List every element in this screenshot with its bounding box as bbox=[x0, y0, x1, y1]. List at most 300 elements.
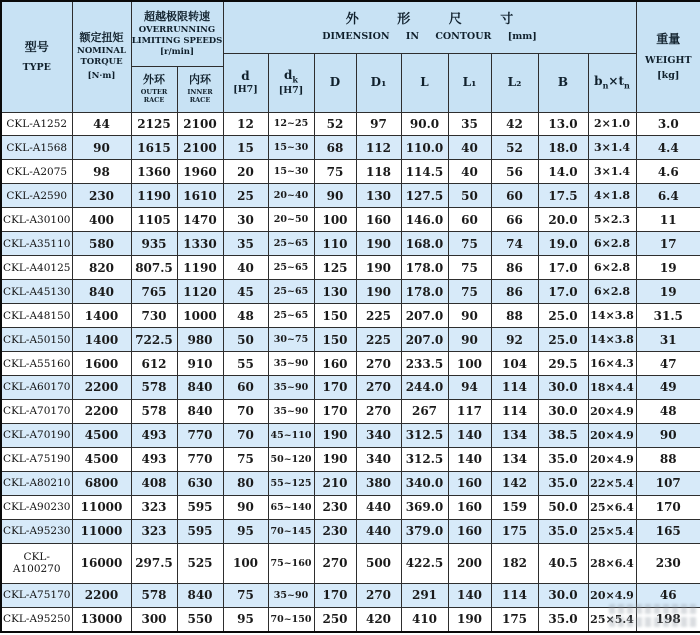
value-cell: 190 bbox=[314, 447, 356, 471]
value-cell: 170 bbox=[314, 583, 356, 607]
value-cell: 17.0 bbox=[538, 280, 588, 304]
value-cell: 86 bbox=[491, 256, 538, 280]
value-cell: 150 bbox=[314, 328, 356, 352]
weight-unit: [kg] bbox=[657, 69, 680, 81]
value-cell: 1400 bbox=[72, 328, 131, 352]
value-cell: 90 bbox=[314, 184, 356, 208]
value-cell: 35.0 bbox=[538, 607, 588, 632]
value-cell: 60 bbox=[223, 375, 268, 399]
value-cell: 420 bbox=[356, 607, 401, 632]
col-header-inner-race bbox=[177, 66, 223, 112]
value-cell: 25~65 bbox=[268, 304, 314, 328]
value-cell: 35.0 bbox=[538, 471, 588, 495]
value-cell: 190 bbox=[356, 232, 401, 256]
value-cell: 22×5.4 bbox=[588, 471, 636, 495]
value-cell: 25 bbox=[223, 184, 268, 208]
value-cell: 14×3.8 bbox=[588, 328, 636, 352]
col-header-weight bbox=[636, 1, 700, 112]
value-cell: 20.0 bbox=[538, 208, 588, 232]
value-cell: 48 bbox=[223, 304, 268, 328]
value-cell: 70 bbox=[223, 423, 268, 447]
value-cell: 70~150 bbox=[268, 607, 314, 632]
value-cell: 134 bbox=[491, 423, 538, 447]
value-cell: 35~90 bbox=[268, 399, 314, 423]
value-cell: 25.0 bbox=[538, 328, 588, 352]
value-cell: 44 bbox=[72, 112, 131, 136]
value-cell: 190 bbox=[314, 423, 356, 447]
value-cell: 95 bbox=[223, 519, 268, 543]
value-cell: 75 bbox=[314, 160, 356, 184]
col-header-dimension bbox=[223, 1, 636, 53]
value-cell: 270 bbox=[356, 375, 401, 399]
torque-label-en2: TORQUE bbox=[80, 57, 123, 68]
dk-subscript: k bbox=[292, 74, 298, 85]
value-cell: 160 bbox=[448, 519, 491, 543]
value-cell: 1400 bbox=[72, 304, 131, 328]
value-cell: 160 bbox=[448, 495, 491, 519]
value-cell: 28×6.4 bbox=[588, 543, 636, 583]
value-cell: 48 bbox=[636, 399, 700, 423]
value-cell: 17 bbox=[636, 232, 700, 256]
value-cell: 15~30 bbox=[268, 136, 314, 160]
type-cell: CKL-A60170 bbox=[1, 375, 72, 399]
value-cell: 182 bbox=[491, 543, 538, 583]
value-cell: 94 bbox=[448, 375, 491, 399]
speeds-unit: [r/min] bbox=[159, 46, 195, 57]
table-row bbox=[1, 112, 700, 136]
value-cell: 168.0 bbox=[401, 232, 448, 256]
type-cell: CKL-A100270 bbox=[1, 543, 72, 583]
value-cell: 130 bbox=[356, 184, 401, 208]
value-cell: 35.0 bbox=[538, 519, 588, 543]
value-cell: 100 bbox=[314, 208, 356, 232]
table-row bbox=[1, 304, 700, 328]
value-cell: 840 bbox=[177, 583, 223, 607]
speeds-label-cn: 超越极限转速 bbox=[144, 9, 210, 23]
value-cell: 150 bbox=[314, 304, 356, 328]
value-cell: 2200 bbox=[72, 583, 131, 607]
value-cell: 40 bbox=[223, 256, 268, 280]
type-cell: CKL-A35110 bbox=[1, 232, 72, 256]
tn-subscript: n bbox=[624, 80, 630, 91]
value-cell: 722.5 bbox=[131, 328, 177, 352]
value-cell: 840 bbox=[177, 399, 223, 423]
value-cell: 90 bbox=[636, 423, 700, 447]
value-cell: 31 bbox=[636, 328, 700, 352]
value-cell: 66 bbox=[491, 208, 538, 232]
type-cell: CKL-A75190 bbox=[1, 447, 72, 471]
value-cell: 580 bbox=[72, 232, 131, 256]
col-header-d bbox=[223, 53, 268, 112]
value-cell: 20 bbox=[223, 160, 268, 184]
value-cell: 30.0 bbox=[538, 399, 588, 423]
value-cell: 440 bbox=[356, 519, 401, 543]
value-cell: 297.5 bbox=[131, 543, 177, 583]
value-cell: 52 bbox=[491, 136, 538, 160]
col-header-L2: L₂ bbox=[491, 53, 538, 112]
value-cell: 97 bbox=[356, 112, 401, 136]
value-cell: 323 bbox=[131, 495, 177, 519]
value-cell: 140 bbox=[448, 423, 491, 447]
type-label-en: TYPE bbox=[22, 62, 51, 74]
table-row bbox=[1, 519, 700, 543]
col-header-dk bbox=[268, 53, 314, 112]
value-cell: 50.0 bbox=[538, 495, 588, 519]
table-row bbox=[1, 583, 700, 607]
value-cell: 114 bbox=[491, 583, 538, 607]
value-cell: 75 bbox=[223, 447, 268, 471]
table-row bbox=[1, 471, 700, 495]
value-cell: 60 bbox=[448, 208, 491, 232]
value-cell: 312.5 bbox=[401, 447, 448, 471]
type-cell: CKL-A90230 bbox=[1, 495, 72, 519]
value-cell: 612 bbox=[131, 352, 177, 376]
value-cell: 127.5 bbox=[401, 184, 448, 208]
value-cell: 70~145 bbox=[268, 519, 314, 543]
value-cell: 38.5 bbox=[538, 423, 588, 447]
table-row bbox=[1, 399, 700, 423]
table-row bbox=[1, 232, 700, 256]
value-cell: 807.5 bbox=[131, 256, 177, 280]
value-cell: 244.0 bbox=[401, 375, 448, 399]
value-cell: 30 bbox=[223, 208, 268, 232]
value-cell: 210 bbox=[314, 471, 356, 495]
value-cell: 980 bbox=[177, 328, 223, 352]
value-cell: 19 bbox=[636, 256, 700, 280]
value-cell: 440 bbox=[356, 495, 401, 519]
value-cell: 14.0 bbox=[538, 160, 588, 184]
value-cell: 270 bbox=[314, 543, 356, 583]
value-cell: 312.5 bbox=[401, 423, 448, 447]
value-cell: 6.4 bbox=[636, 184, 700, 208]
value-cell: 1190 bbox=[131, 184, 177, 208]
value-cell: 340 bbox=[356, 447, 401, 471]
value-cell: 18.0 bbox=[538, 136, 588, 160]
type-cell: CKL-A95230 bbox=[1, 519, 72, 543]
value-cell: 35~90 bbox=[268, 583, 314, 607]
outer-race-en: OUTER RACE bbox=[140, 87, 168, 105]
value-cell: 1000 bbox=[177, 304, 223, 328]
table-row bbox=[1, 160, 700, 184]
value-cell: 90 bbox=[223, 495, 268, 519]
value-cell: 6×2.8 bbox=[588, 256, 636, 280]
torque-unit: [N·m] bbox=[87, 71, 116, 82]
value-cell: 125 bbox=[314, 256, 356, 280]
value-cell: 595 bbox=[177, 495, 223, 519]
value-cell: 17.5 bbox=[538, 184, 588, 208]
type-cell: CKL-A70170 bbox=[1, 399, 72, 423]
table-row bbox=[1, 495, 700, 519]
tn-symbol: t bbox=[618, 74, 624, 88]
value-cell: 11000 bbox=[72, 495, 131, 519]
value-cell: 20×4.9 bbox=[588, 399, 636, 423]
value-cell: 408 bbox=[131, 471, 177, 495]
value-cell: 20×4.9 bbox=[588, 423, 636, 447]
dimension-unit: [mm] bbox=[507, 30, 537, 42]
value-cell: 40.5 bbox=[538, 543, 588, 583]
value-cell: 16×4.3 bbox=[588, 352, 636, 376]
type-cell: CKL-A45130 bbox=[1, 280, 72, 304]
value-cell: 92 bbox=[491, 328, 538, 352]
value-cell: 770 bbox=[177, 447, 223, 471]
value-cell: 45 bbox=[223, 280, 268, 304]
value-cell: 110 bbox=[314, 232, 356, 256]
value-cell: 935 bbox=[131, 232, 177, 256]
value-cell: 493 bbox=[131, 447, 177, 471]
d-symbol: d bbox=[241, 69, 250, 84]
value-cell: 68 bbox=[314, 136, 356, 160]
value-cell: 56 bbox=[491, 160, 538, 184]
value-cell: 35 bbox=[223, 232, 268, 256]
value-cell: 230 bbox=[72, 184, 131, 208]
table-row bbox=[1, 375, 700, 399]
value-cell: 230 bbox=[314, 495, 356, 519]
value-cell: 114.5 bbox=[401, 160, 448, 184]
value-cell: 90 bbox=[72, 136, 131, 160]
value-cell: 200 bbox=[448, 543, 491, 583]
col-header-type bbox=[1, 1, 72, 112]
value-cell: 595 bbox=[177, 519, 223, 543]
value-cell: 11 bbox=[636, 208, 700, 232]
value-cell: 30~75 bbox=[268, 328, 314, 352]
value-cell: 4500 bbox=[72, 447, 131, 471]
col-header-overrunning-speeds bbox=[131, 1, 223, 66]
col-header-torque bbox=[72, 1, 131, 112]
value-cell: 20~40 bbox=[268, 184, 314, 208]
value-cell: 74 bbox=[491, 232, 538, 256]
value-cell: 35~90 bbox=[268, 375, 314, 399]
value-cell: 19.0 bbox=[538, 232, 588, 256]
value-cell: 175 bbox=[491, 519, 538, 543]
value-cell: 50~120 bbox=[268, 447, 314, 471]
value-cell: 770 bbox=[177, 423, 223, 447]
col-header-D1: D₁ bbox=[356, 53, 401, 112]
table-row bbox=[1, 256, 700, 280]
value-cell: 175 bbox=[491, 607, 538, 632]
value-cell: 114 bbox=[491, 399, 538, 423]
value-cell: 178.0 bbox=[401, 256, 448, 280]
value-cell: 765 bbox=[131, 280, 177, 304]
value-cell: 15 bbox=[223, 136, 268, 160]
value-cell: 159 bbox=[491, 495, 538, 519]
value-cell: 90 bbox=[448, 304, 491, 328]
value-cell: 2200 bbox=[72, 375, 131, 399]
value-cell: 11000 bbox=[72, 519, 131, 543]
value-cell: 1600 bbox=[72, 352, 131, 376]
value-cell: 6800 bbox=[72, 471, 131, 495]
value-cell: 134 bbox=[491, 447, 538, 471]
dimension-en-text: DIMENSION IN CONTOUR bbox=[322, 30, 492, 42]
value-cell: 140 bbox=[448, 447, 491, 471]
dk-unit: [H7] bbox=[278, 84, 304, 96]
value-cell: 267 bbox=[401, 399, 448, 423]
value-cell: 25×6.4 bbox=[588, 495, 636, 519]
value-cell: 17.0 bbox=[538, 256, 588, 280]
value-cell: 25×5.4 bbox=[588, 607, 636, 632]
table-row bbox=[1, 607, 700, 632]
value-cell: 49 bbox=[636, 375, 700, 399]
type-cell: CKL-A2590 bbox=[1, 184, 72, 208]
value-cell: 25.0 bbox=[538, 304, 588, 328]
bn-subscript: n bbox=[602, 80, 609, 91]
col-header-outer-race bbox=[131, 66, 177, 112]
value-cell: 550 bbox=[177, 607, 223, 632]
value-cell: 323 bbox=[131, 519, 177, 543]
value-cell: 19 bbox=[636, 280, 700, 304]
value-cell: 230 bbox=[314, 519, 356, 543]
value-cell: 1960 bbox=[177, 160, 223, 184]
value-cell: 14×3.8 bbox=[588, 304, 636, 328]
value-cell: 1615 bbox=[131, 136, 177, 160]
value-cell: 910 bbox=[177, 352, 223, 376]
value-cell: 70 bbox=[223, 399, 268, 423]
table-row bbox=[1, 447, 700, 471]
value-cell: 6×2.8 bbox=[588, 232, 636, 256]
value-cell: 75 bbox=[448, 256, 491, 280]
value-cell: 16000 bbox=[72, 543, 131, 583]
value-cell: 25~65 bbox=[268, 280, 314, 304]
value-cell: 13000 bbox=[72, 607, 131, 632]
type-cell: CKL-A70190 bbox=[1, 423, 72, 447]
type-cell: CKL-A30100 bbox=[1, 208, 72, 232]
type-label-cn: 型号 bbox=[24, 39, 49, 54]
value-cell: 140 bbox=[448, 583, 491, 607]
value-cell: 75 bbox=[223, 583, 268, 607]
value-cell: 104 bbox=[491, 352, 538, 376]
d-unit: [H7] bbox=[233, 83, 258, 95]
value-cell: 1470 bbox=[177, 208, 223, 232]
value-cell: 25×5.4 bbox=[588, 519, 636, 543]
value-cell: 29.5 bbox=[538, 352, 588, 376]
type-cell: CKL-A80210 bbox=[1, 471, 72, 495]
value-cell: 142 bbox=[491, 471, 538, 495]
value-cell: 630 bbox=[177, 471, 223, 495]
value-cell: 225 bbox=[356, 328, 401, 352]
value-cell: 4×1.8 bbox=[588, 184, 636, 208]
value-cell: 2×1.0 bbox=[588, 112, 636, 136]
type-cell: CKL-A55160 bbox=[1, 352, 72, 376]
dimension-label-en bbox=[224, 31, 636, 43]
table-row bbox=[1, 280, 700, 304]
value-cell: 86 bbox=[491, 280, 538, 304]
value-cell: 45~110 bbox=[268, 423, 314, 447]
value-cell: 130 bbox=[314, 280, 356, 304]
value-cell: 52 bbox=[314, 112, 356, 136]
value-cell: 170 bbox=[314, 399, 356, 423]
outer-race-cn: 外环 bbox=[143, 73, 165, 87]
type-cell: CKL-A48150 bbox=[1, 304, 72, 328]
value-cell: 190 bbox=[448, 607, 491, 632]
times-sign: × bbox=[608, 74, 619, 88]
type-cell: CKL-A95250 bbox=[1, 607, 72, 632]
value-cell: 55 bbox=[223, 352, 268, 376]
bn-symbol: b bbox=[594, 74, 603, 88]
value-cell: 1610 bbox=[177, 184, 223, 208]
value-cell: 198 bbox=[636, 607, 700, 632]
value-cell: 225 bbox=[356, 304, 401, 328]
speeds-label-en2: LIMITING SPEEDS bbox=[131, 35, 223, 46]
dimension-label-cn: 外 形 尺 寸 bbox=[345, 12, 531, 28]
value-cell: 3×1.4 bbox=[588, 136, 636, 160]
value-cell: 525 bbox=[177, 543, 223, 583]
value-cell: 2200 bbox=[72, 399, 131, 423]
value-cell: 820 bbox=[72, 256, 131, 280]
value-cell: 340.0 bbox=[401, 471, 448, 495]
value-cell: 2125 bbox=[131, 112, 177, 136]
value-cell: 291 bbox=[401, 583, 448, 607]
value-cell: 270 bbox=[356, 583, 401, 607]
value-cell: 80 bbox=[223, 471, 268, 495]
value-cell: 207.0 bbox=[401, 328, 448, 352]
value-cell: 410 bbox=[401, 607, 448, 632]
value-cell: 35~90 bbox=[268, 352, 314, 376]
value-cell: 30.0 bbox=[538, 583, 588, 607]
value-cell: 40 bbox=[448, 160, 491, 184]
weight-label-en: WEIGHT bbox=[645, 54, 692, 66]
value-cell: 40 bbox=[448, 136, 491, 160]
type-cell: CKL-A75170 bbox=[1, 583, 72, 607]
value-cell: 1105 bbox=[131, 208, 177, 232]
value-cell: 110.0 bbox=[401, 136, 448, 160]
value-cell: 100 bbox=[223, 543, 268, 583]
type-cell: CKL-A40125 bbox=[1, 256, 72, 280]
value-cell: 100 bbox=[448, 352, 491, 376]
value-cell: 98 bbox=[72, 160, 131, 184]
value-cell: 270 bbox=[356, 399, 401, 423]
col-header-D: D bbox=[314, 53, 356, 112]
value-cell: 31.5 bbox=[636, 304, 700, 328]
type-cell: CKL-A50150 bbox=[1, 328, 72, 352]
value-cell: 112 bbox=[356, 136, 401, 160]
value-cell: 35 bbox=[448, 112, 491, 136]
dk-symbol: d bbox=[284, 67, 293, 82]
value-cell: 4.6 bbox=[636, 160, 700, 184]
value-cell: 207.0 bbox=[401, 304, 448, 328]
value-cell: 90.0 bbox=[401, 112, 448, 136]
table-row bbox=[1, 543, 700, 583]
type-cell: CKL-A2075 bbox=[1, 160, 72, 184]
value-cell: 107 bbox=[636, 471, 700, 495]
col-header-L1: L₁ bbox=[448, 53, 491, 112]
value-cell: 1190 bbox=[177, 256, 223, 280]
table-row bbox=[1, 328, 700, 352]
value-cell: 6×2.8 bbox=[588, 280, 636, 304]
value-cell: 379.0 bbox=[401, 519, 448, 543]
value-cell: 117 bbox=[448, 399, 491, 423]
value-cell: 300 bbox=[131, 607, 177, 632]
value-cell: 578 bbox=[131, 583, 177, 607]
value-cell: 422.5 bbox=[401, 543, 448, 583]
inner-race-en: INNER RACE bbox=[187, 87, 213, 105]
value-cell: 25~65 bbox=[268, 232, 314, 256]
value-cell: 25~65 bbox=[268, 256, 314, 280]
value-cell: 340 bbox=[356, 423, 401, 447]
value-cell: 3.0 bbox=[636, 112, 700, 136]
value-cell: 47 bbox=[636, 352, 700, 376]
col-header-bntn bbox=[588, 53, 636, 112]
value-cell: 840 bbox=[72, 280, 131, 304]
value-cell: 18×4.4 bbox=[588, 375, 636, 399]
table-body bbox=[1, 112, 700, 632]
value-cell: 60 bbox=[491, 184, 538, 208]
speeds-label-en1: OVERRUNNING bbox=[138, 24, 216, 35]
value-cell: 160 bbox=[356, 208, 401, 232]
value-cell: 270 bbox=[356, 352, 401, 376]
value-cell: 90 bbox=[448, 328, 491, 352]
value-cell: 165 bbox=[636, 519, 700, 543]
value-cell: 12 bbox=[223, 112, 268, 136]
value-cell: 35.0 bbox=[538, 447, 588, 471]
